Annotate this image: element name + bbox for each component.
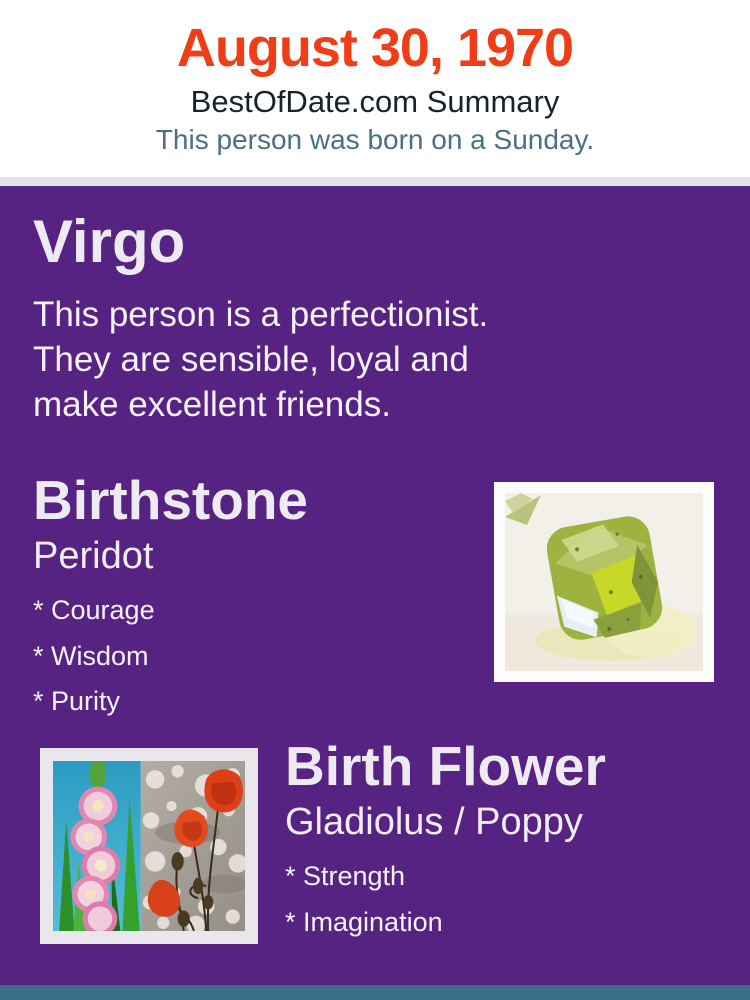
birthstone-section <box>33 469 308 717</box>
gladiolus-poppy-illustration <box>53 761 245 931</box>
birthstone-trait: * Wisdom <box>33 640 149 671</box>
birthstone-heading: Birthstone <box>33 469 308 531</box>
zodiac-description-line: This person is a perfectionist. <box>33 295 489 334</box>
birth-flower-names: Gladiolus / Poppy <box>285 800 583 843</box>
header-divider <box>0 177 750 186</box>
peridot-gem-illustration <box>505 493 703 671</box>
site-summary-title: BestOfDate.com Summary <box>190 83 560 119</box>
zodiac-sign: Virgo <box>33 208 186 275</box>
birth-flower-heading: Birth Flower <box>285 735 606 797</box>
main-purple-section <box>0 186 750 1000</box>
header <box>0 0 750 177</box>
birth-flower-trait: * Strength <box>285 861 406 892</box>
born-day-line: This person was born on a Sunday. <box>155 123 595 155</box>
birthstone-name: Peridot <box>33 534 154 577</box>
zodiac-description-line: They are sensible, loyal and <box>33 340 469 379</box>
birthstone-trait: * Courage <box>33 595 155 626</box>
birth-flower-image <box>40 748 258 944</box>
zodiac-description <box>33 292 488 427</box>
birthstone-trait: * Purity <box>33 686 121 717</box>
birth-flower-section <box>285 735 606 937</box>
peridot-image <box>494 482 714 682</box>
footer-accent-bar <box>0 985 750 1000</box>
birth-flower-trait: * Imagination <box>285 906 443 937</box>
date-title: August 30, 1970 <box>176 18 574 78</box>
zodiac-description-line: make excellent friends. <box>33 385 391 424</box>
